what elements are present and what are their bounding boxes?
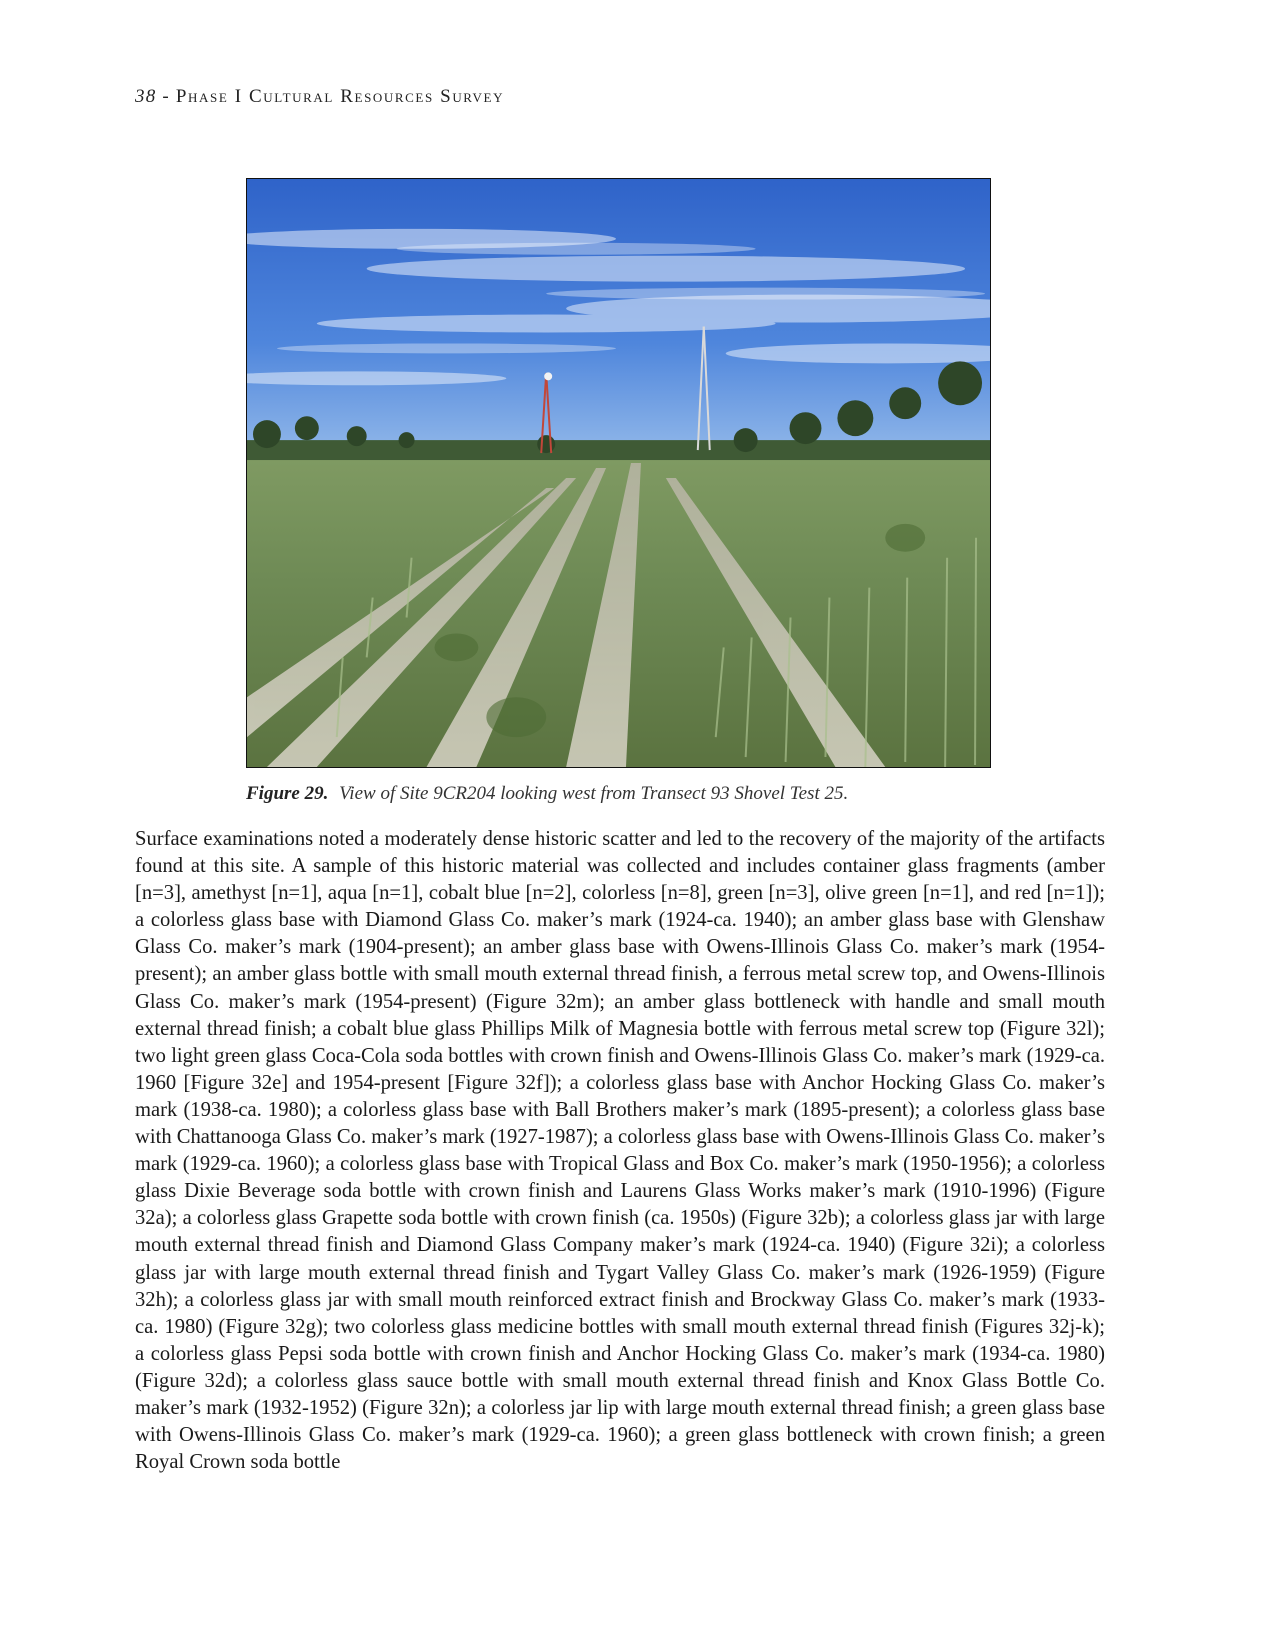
figure-photo	[246, 178, 991, 768]
figure-label: Figure 29.	[246, 783, 329, 804]
running-header	[135, 86, 504, 108]
body-paragraph: Surface examinations noted a moderately dense historic scatter and led to the recovery of the majority of the artifacts found at this site. A sample of this historic material was collected and includes container glass fragments (amber [n=3], amethyst [n=1], aqua [n=1], cobalt blue [n=2], colorless [n=8], green [n=3], olive green [n=1], and red [n=1]); a colorless glass base with Diamond Glass Co. maker’s mark (1924-ca. 1940); an amber glass base with Glenshaw Glass Co. maker’s mark (1904-present); an amber glass base with Owens-Illinois Glass Co. maker’s mark (1954-present); an amber glass bottle with small mouth external thread finish, a ferrous metal screw top, and Owens-Illinois Glass Co. maker’s mark (1954-present) (Figure 32m); an amber glass bottleneck with handle and small mouth external thread finish; a cobalt blue glass Phillips Milk of Magnesia bottle with ferrous metal screw top (Figure 32l); two light green glass Coca-Cola soda bottles with crown finish and Owens-Illinois Glass Co. maker’s mark (1929-ca. 1960 [Figure 32e] and 1954-present [Figure 32f]); a colorless glass base with Anchor Hocking Glass Co. maker’s mark (1938-ca. 1980); a colorless glass base with Ball Brothers maker’s mark (1895-present); a colorless glass base with Chattanooga Glass Co. maker’s mark (1927-1987); a colorless glass base with Owens-Illinois Glass Co. maker’s mark (1929-ca. 1960); a colorless glass base with Tropical Glass and Box Co. maker’s mark (1950-1956); a colorless glass Dixie Beverage soda bottle with crown finish and Laurens Glass Works maker’s mark (1910-1996) (Figure 32a); a colorless glass Grapette soda bottle with crown finish (ca. 1950s) (Figure 32b); a colorless glass jar with large mouth external thread finish and Diamond Glass Company maker’s mark (1924-ca. 1940) (Figure 32i); a colorless glass jar with large mouth external thread finish and Tygart Valley Glass Co. maker’s mark (1926-1959) (Figure 32h); a colorless glass jar with small mouth reinforced extract finish and Brockway Glass Co. maker’s mark (1933-ca. 1980) (Figure 32g); two colorless glass medicine bottles with small mouth external thread finish (Figures 32j-k); a colorless glass Pepsi soda bottle with crown finish and Anchor Hocking Glass Co. maker’s mark (1934-ca. 1980) (Figure 32d); a colorless glass sauce bottle with small mouth external thread finish and Knox Glass Bottle Co. maker’s mark (1932-1952) (Figure 32n); a colorless jar lip with large mouth external thread finish; a green glass base with Owens-Illinois Glass Co. maker’s mark (1929-ca. 1960); a green glass bottleneck with crown finish; a green Royal Crown soda bottle	[135, 828, 1105, 1474]
landscape-photo-icon	[247, 179, 990, 767]
figure-caption-text: View of Site 9CR204 looking west from Transect 93 Shovel Test 25.	[339, 783, 849, 804]
header-separator: -	[156, 86, 176, 107]
figure-caption	[246, 783, 1006, 805]
page-number: 38	[135, 86, 157, 107]
document-title: Phase I Cultural Resources Survey	[175, 86, 505, 107]
